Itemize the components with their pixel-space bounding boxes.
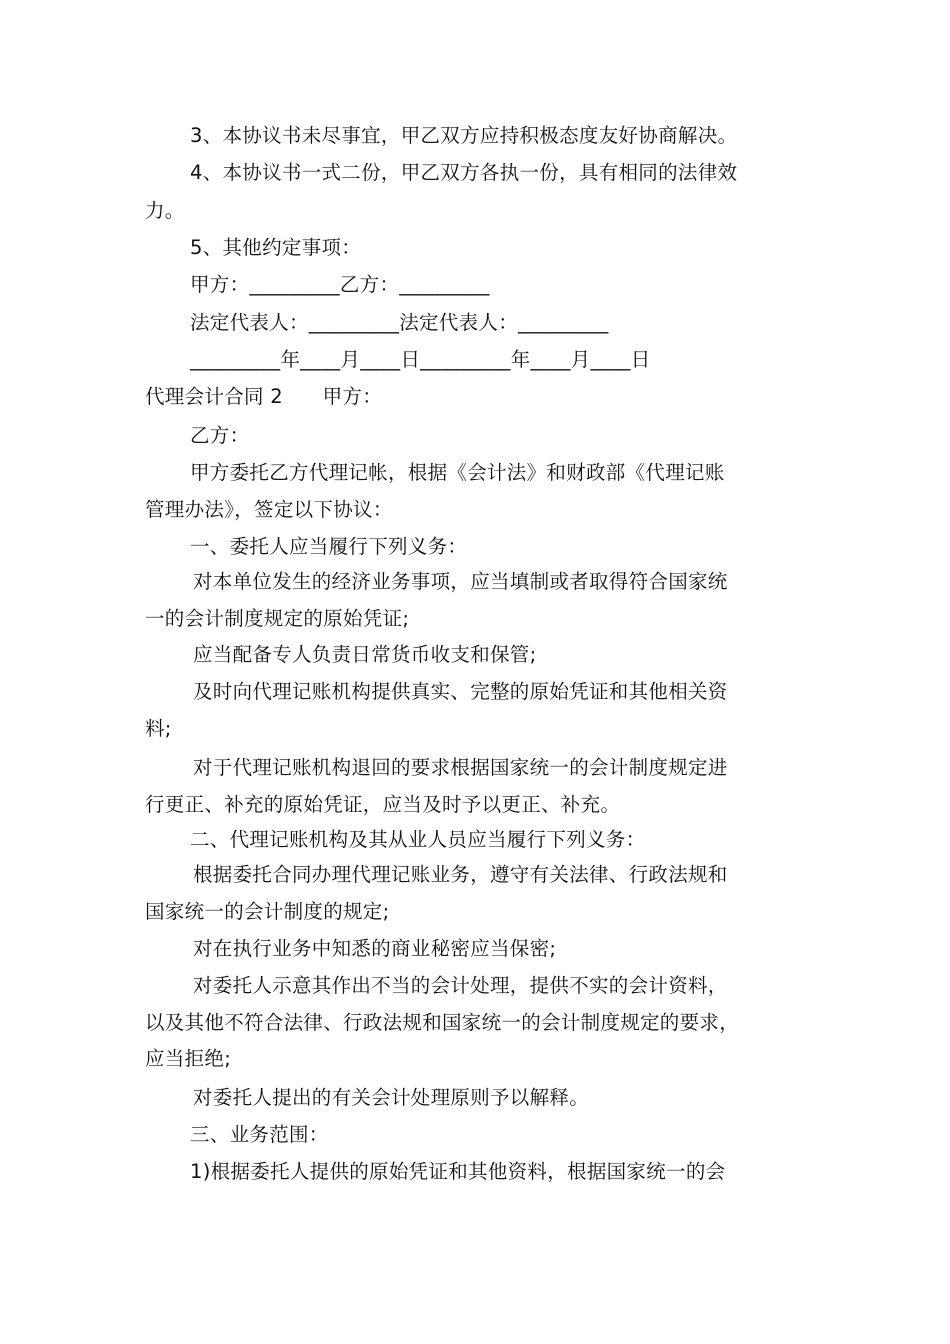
clause-5-line: 5、其他约定事项： <box>190 236 362 259</box>
section-2-item-3-continuation: 以及其他不符合法律、行政法规和国家统一的会计制度规定的要求， <box>145 1011 740 1034</box>
clause-3-line: 3、本协议书未尽事宜，甲乙双方应持积极态度友好协商解决。 <box>190 124 738 147</box>
party-b-line: 乙方： <box>190 424 250 447</box>
section-3-heading: 三、业务范围： <box>190 1123 329 1146</box>
section-1-item-1-continuation: 一的会计制度规定的原始凭证; <box>145 607 410 630</box>
section-3-item-1-line: 1)根据委托人提供的原始凭证和其他资料，根据国家统一的会 <box>190 1160 726 1183</box>
section-1-item-3-continuation: 料; <box>145 717 172 740</box>
section-2-item-2-line: 对在执行业务中知悉的商业秘密应当保密; <box>193 937 557 960</box>
legal-representative-line: 法定代表人：_________法定代表人：_________ <box>190 311 609 334</box>
section-2-item-1-line: 根据委托合同办理代理记账业务，遵守有关法律、行政法规和 <box>193 863 728 886</box>
section-2-item-1-continuation: 国家统一的会计制度的规定; <box>145 900 390 923</box>
clause-4-line: 4、本协议书一式二份，甲乙双方各执一份，具有相同的法律效 <box>190 161 738 184</box>
date-line: _________年____月____日_________年____月____日 <box>190 348 651 371</box>
contract-2-heading: 代理会计合同 2 甲方： <box>145 385 383 408</box>
section-2-heading: 二、代理记账机构及其从业人员应当履行下列义务： <box>190 828 646 851</box>
section-2-item-3-line: 对委托人示意其作出不当的会计处理，提供不实的会计资料， <box>193 974 728 997</box>
section-2-item-4-line: 对委托人提出的有关会计处理原则予以解释。 <box>193 1086 590 1109</box>
section-1-item-2-line: 应当配备专人负责日常货币收支和保管; <box>193 643 537 666</box>
section-1-item-3-line: 及时向代理记账机构提供真实、完整的原始凭证和其他相关资 <box>193 680 728 703</box>
intro-paragraph-continuation: 管理办法》，签定以下协议： <box>145 498 393 521</box>
section-1-heading: 一、委托人应当履行下列义务： <box>190 535 468 558</box>
section-1-item-1-line: 对本单位发生的经济业务事项，应当填制或者取得符合国家统 <box>193 570 728 593</box>
clause-4-continuation: 力。 <box>145 199 185 222</box>
party-signature-line: 甲方：_________乙方：_________ <box>190 273 490 296</box>
section-1-item-4-continuation: 行更正、补充的原始凭证，应当及时予以更正、补充。 <box>145 793 621 816</box>
section-2-item-3-end: 应当拒绝; <box>145 1047 232 1070</box>
intro-paragraph-line: 甲方委托乙方代理记帐，根据《会计法》和财政部《代理记账 <box>190 461 725 484</box>
section-1-item-4-line: 对于代理记账机构退回的要求根据国家统一的会计制度规定进 <box>193 756 728 779</box>
